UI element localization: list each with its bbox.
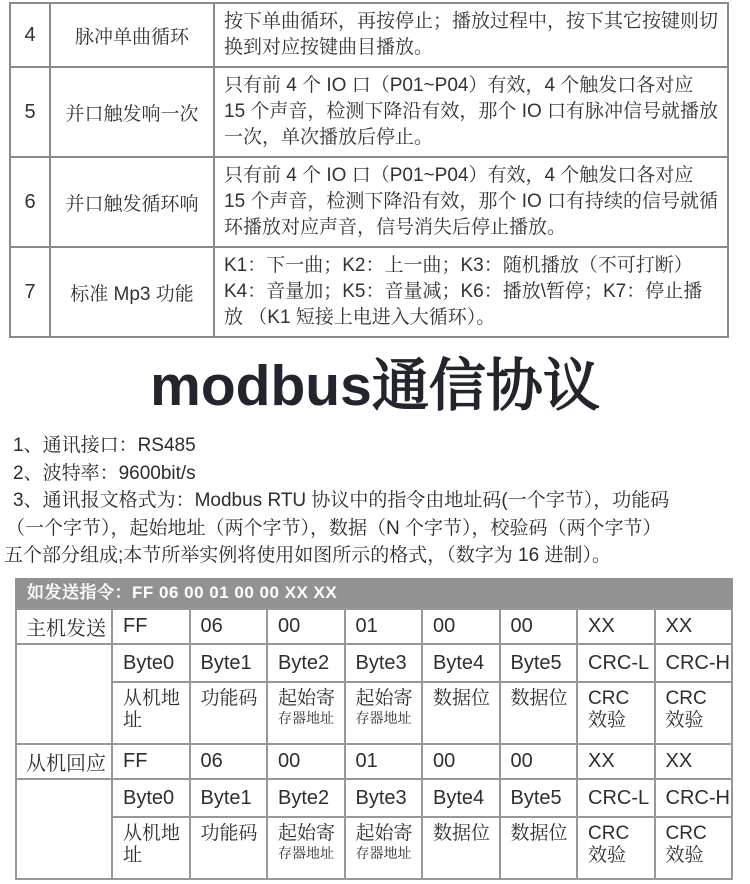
modbus-meaning-cell: 起始寄 存器地址	[345, 682, 423, 744]
section-title: modbus通信协议	[150, 354, 600, 418]
modbus-byte-label-cell: CRC-H	[655, 779, 733, 817]
function-row-description: 只有前 4 个 IO 口（P01~P04）有效，4 个触发口各对应 15 个声音，检测下降沿有效，那个 IO 口有脉冲信号就播放一次，单次播放后停止。	[214, 67, 728, 157]
modbus-value-cell: 00	[267, 744, 345, 779]
protocol-note-line: （一个字节），起始地址（两个字节），数据（N 个字节），校验码（两个字节）	[6, 517, 662, 539]
modbus-byte-label-cell: Byte4	[422, 779, 500, 817]
modbus-byte-label-cell: CRC-L	[577, 779, 655, 817]
modbus-meaning-cell: 功能码	[190, 682, 268, 744]
protocol-note-line: 1、通讯接口：RS485	[13, 435, 196, 456]
modbus-value-cell: 00	[267, 609, 345, 644]
function-row-name: 并口触发响一次	[50, 67, 214, 157]
protocol-note-line: 3、通讯报文格式为：Modbus RTU 协议中的指令由地址码(一个字节），功能码	[13, 490, 670, 511]
function-row-name: 并口触发循环响	[50, 157, 214, 247]
protocol-note-line: 五个部分组成;本节所举实例将使用如图所示的格式，（数字为 16 进制）。	[4, 545, 611, 566]
modbus-byte-label-cell: Byte2	[267, 779, 345, 817]
modbus-value-cell: 06	[190, 609, 268, 644]
modbus-byte-label-cell: Byte0	[112, 779, 190, 817]
function-row-number: 7	[10, 247, 50, 337]
modbus-value-cell: 06	[190, 744, 268, 779]
function-row-number: 6	[10, 157, 50, 247]
function-row-description: K1：下一曲；K2：上一曲；K3：随机播放（不可打断）K4：音量加；K5：音量减；K6：播放\暂停；K7：停止播放 （K1 短接上电进入大循环）。	[214, 247, 728, 337]
modbus-value-cell: FF	[112, 609, 190, 644]
protocol-notes-list	[4, 432, 748, 570]
modbus-values-row	[16, 744, 732, 779]
function-table-row	[10, 67, 728, 157]
modbus-value-cell: 00	[422, 609, 500, 644]
modbus-direction-label: 主机发送	[16, 609, 112, 644]
modbus-meaning-cell: CRC 效验	[655, 817, 733, 879]
modbus-meaning-cell: CRC 效验	[577, 682, 655, 744]
modbus-meaning-cell: CRC 效验	[655, 682, 733, 744]
function-table-row	[10, 247, 728, 337]
modbus-command-table-wrapper	[15, 578, 733, 880]
function-row-number: 5	[10, 67, 50, 157]
modbus-meanings-row	[16, 682, 732, 744]
modbus-bytes-row	[16, 779, 732, 817]
modbus-value-cell: XX	[577, 609, 655, 644]
modbus-byte-label-cell: Byte3	[345, 644, 423, 682]
modbus-value-cell: 01	[345, 744, 423, 779]
modbus-byte-label-cell: Byte1	[190, 644, 268, 682]
modbus-direction-empty-cell	[16, 779, 112, 879]
modbus-byte-label-cell: Byte5	[500, 644, 578, 682]
modbus-byte-label-cell: Byte2	[267, 644, 345, 682]
modbus-meanings-row	[16, 817, 732, 879]
modbus-byte-label-cell: Byte1	[190, 779, 268, 817]
modbus-meaning-cell: CRC 效验	[577, 817, 655, 879]
protocol-note-line: 2、波特率：9600bit/s	[13, 462, 196, 484]
function-row-name: 标准 Mp3 功能	[50, 247, 214, 337]
modbus-value-cell: 01	[345, 609, 423, 644]
modbus-byte-label-cell: Byte3	[345, 779, 423, 817]
modbus-byte-label-cell: Byte5	[500, 779, 578, 817]
modbus-value-cell: XX	[655, 609, 733, 644]
function-row-description: 按下单曲循环，再按停止；播放过程中，按下其它按键则切换到对应按键曲目播放。	[214, 3, 728, 67]
modbus-value-cell: 00	[500, 609, 578, 644]
modbus-value-cell: 00	[422, 744, 500, 779]
modbus-value-cell: XX	[577, 744, 655, 779]
modbus-command-table	[15, 608, 733, 880]
modbus-meaning-cell: 数据位	[500, 682, 578, 744]
function-table-row	[10, 157, 728, 247]
modbus-direction-empty-cell	[16, 644, 112, 744]
function-row-number: 4	[10, 3, 50, 67]
modbus-command-caption: 如发送指令：FF 06 00 01 00 00 XX XX	[15, 578, 733, 608]
modbus-value-cell: 00	[500, 744, 578, 779]
modbus-byte-label-cell: CRC-H	[655, 644, 733, 682]
modbus-bytes-row	[16, 644, 732, 682]
modbus-value-cell: XX	[655, 744, 733, 779]
modbus-direction-label: 从机回应	[16, 744, 112, 779]
modbus-meaning-cell: 功能码	[190, 817, 268, 879]
modbus-byte-label-cell: Byte0	[112, 644, 190, 682]
modbus-meaning-cell: 起始寄 存器地址	[267, 682, 345, 744]
modbus-meaning-cell: 数据位	[422, 817, 500, 879]
function-row-description: 只有前 4 个 IO 口（P01~P04）有效，4 个触发口各对应 15 个声音，检测下降沿有效，那个 IO 口有持续的信号就循环播放对应声音，信号消失后停止播放。	[214, 157, 728, 247]
modbus-meaning-cell: 数据位	[422, 682, 500, 744]
modbus-meaning-cell: 起始寄 存器地址	[267, 817, 345, 879]
modbus-byte-label-cell: CRC-L	[577, 644, 655, 682]
function-row-name: 脉冲单曲循环	[50, 3, 214, 67]
modbus-meaning-cell: 数据位	[500, 817, 578, 879]
modbus-values-row	[16, 609, 732, 644]
function-table	[9, 2, 729, 338]
modbus-value-cell: FF	[112, 744, 190, 779]
modbus-meaning-cell: 起始寄 存器地址	[345, 817, 423, 879]
modbus-meaning-cell: 从机地 址	[112, 682, 190, 744]
function-table-row	[10, 3, 728, 67]
modbus-byte-label-cell: Byte4	[422, 644, 500, 682]
modbus-meaning-cell: 从机地 址	[112, 817, 190, 879]
